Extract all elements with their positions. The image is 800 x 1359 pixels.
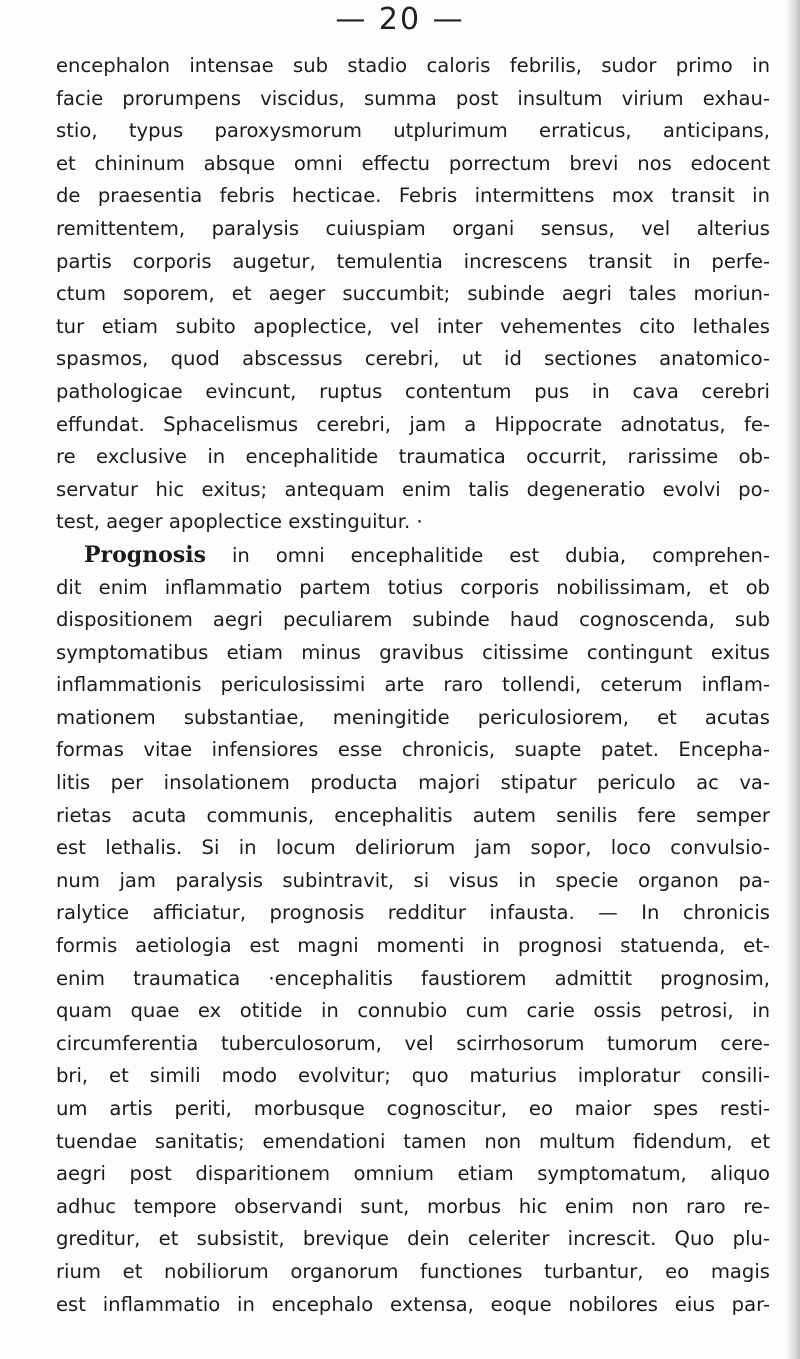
text-line: quam quae ex otitide in connubio cum carie ossis petrosi, in [56,999,770,1023]
body-text [56,50,770,1321]
text-line: inflammationis periculosissimi arte raro tollendi, ceterum inflam- [56,673,770,697]
text-line: rietas acuta communis, encephalitis autem senilis fere semper [56,803,770,827]
text-line: tur etiam subito apoplectice, vel inter vehementes cito lethales [56,314,770,338]
text-line: re exclusive in encephalitide traumatica occurrit, rarissime ob- [56,445,770,469]
text-line: est lethalis. Si in locum deliriorum jam sopor, loco convulsio- [56,836,770,860]
text-line: encephalon intensae sub stadio caloris febrilis, sudor primo in [56,54,770,77]
text-line: effundat. Sphacelismus cerebri, jam a Hippocrate adnotatus, fe- [56,412,770,436]
text-line: rium et nobiliorum organorum functiones turbantur, eo magis [56,1259,770,1283]
text-line: formas vitae infensiores esse chronicis, suapte patet. Encepha- [56,738,770,762]
text-line: tuendae sanitatis; emendationi tamen non multum fidendum, et [56,1129,770,1153]
text-line: servatur hic exitus; antequam enim talis degeneratio evolvi po- [56,477,770,501]
text-line: enim traumatica ·encephalitis faustiorem admittit prognosim, [56,966,770,990]
text-line: circumferentia tuberculosorum, vel scirrhosorum tumorum cere- [56,1031,770,1055]
text-line: um artis periti, morbusque cognoscitur, eo maior spes resti- [56,1097,770,1120]
page-number: — 20 — [335,2,465,37]
text-line: test, aeger apoplectice exstinguitur. · [56,510,423,534]
text-line: bri, et simili modo evolvitur; quo maturius imploratur consili- [56,1064,770,1088]
text-line: et chininum absque omni effectu porrectum brevi nos edocent [56,151,770,175]
text-line: formis aetiologia est magni momenti in prognosi statuenda, et- [56,934,770,958]
text-line: greditur, et subsistit, brevique dein celeriter increscit. Quo plu- [56,1227,770,1251]
section-heading: Prognosis [84,541,206,568]
text-line: de praesentia febris hecticae. Febris intermittens mox transit in [56,184,770,208]
text-line: dispositionem aegri peculiarem subinde haud cognoscenda, sub [56,608,770,632]
text-line: adhuc tempore observandi sunt, morbus hic enim non raro re- [56,1194,770,1218]
text-line: ctum soporem, et aeger succumbit; subinde aegri tales moriun- [56,282,770,306]
text-line: remittentem, paralysis cuiuspiam organi sensus, vel alterius [56,216,770,240]
text-line: mationem substantiae, meningitide periculosiorem, et acutas [56,705,770,729]
text-line: facie prorumpens viscidus, summa post insultum virium exhau- [56,86,770,110]
text-line: pathologicae evincunt, ruptus contentum pus in cava cerebri [56,379,770,403]
text-line: stio, typus paroxysmorum utplurimum erraticus, anticipans, [56,119,770,143]
text-line: ralytice afficiatur, prognosis redditur infausta. — In chronicis [56,901,770,925]
text-line: dit enim inflammatio partem totius corporis nobilissimam, et ob [56,575,770,599]
text-line: partis corporis augetur, temulentia increscens transit in perfe- [56,249,770,273]
text-line: symptomatibus etiam minus gravibus citissime contingunt exitus [56,640,770,664]
text-line: aegri post disparitionem omnium etiam symptomatum, aliquo [56,1162,770,1186]
heading-line [56,539,770,572]
heading-line-text: in omni encephalitide est dubia, comprehen- [206,543,770,567]
text-line: spasmos, quod abscessus cerebri, ut id sectiones anatomico- [56,347,770,371]
text-line: litis per insolationem producta majori stipatur periculo ac va- [56,771,770,795]
text-line: num jam paralysis subintravit, si visus in specie organon pa- [56,868,770,892]
page-edge-shadow [788,0,800,1359]
text-line: est inflammatio in encephalo extensa, eoque nobilores eius par- [56,1292,770,1316]
